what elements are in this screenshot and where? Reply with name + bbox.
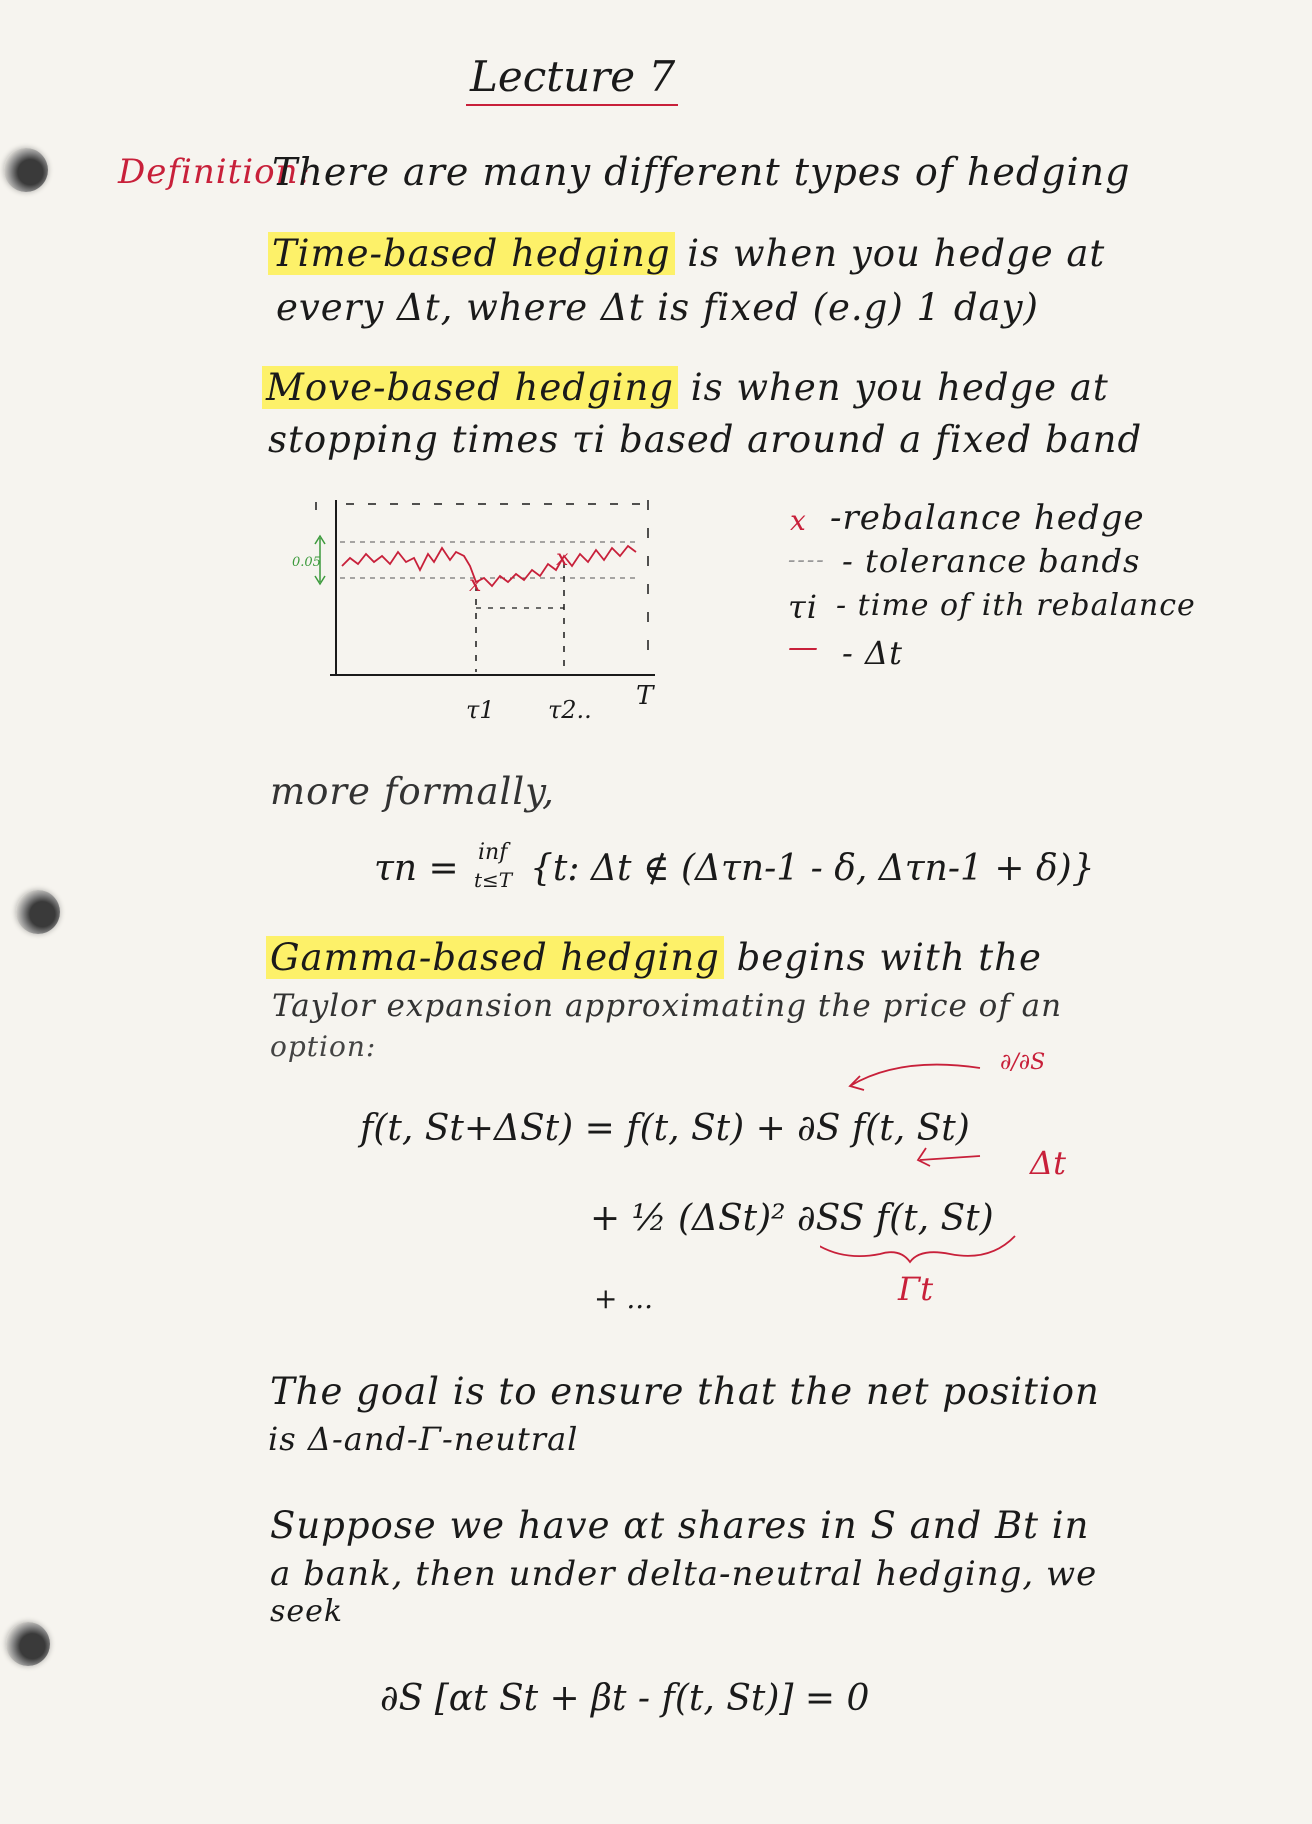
formal-intro: more formally, (270, 770, 555, 813)
time-based-line2: every Δt, where Δt is fixed (e.g) 1 day) (276, 286, 1039, 329)
price-path (342, 546, 636, 586)
move-based-line1 (262, 366, 1109, 409)
time-based-line1-rest: is when you hedge at (687, 232, 1106, 275)
formal-set: {t: Δt ∉ (Δτn-1 - δ, Δτn-1 + δ)} (530, 848, 1095, 889)
legend-symbol-tolerance: ---- (788, 548, 826, 573)
gamma-line1-rest: begins with the (736, 936, 1042, 979)
suppose-line1: Suppose we have αt shares in S and Bt in (270, 1504, 1090, 1547)
partial-annotation: ∂/∂S (1000, 1050, 1046, 1075)
tau2-label: τ2.. (548, 696, 592, 724)
tau1-label: τ1 (466, 696, 495, 724)
formal-lhs: τn = (374, 848, 459, 889)
time-based-term: Time-based hedging (268, 232, 675, 275)
definition-text: There are many different types of hedging (272, 150, 1131, 194)
rebalance-marker-2: x (556, 546, 569, 571)
band-width-label: 0.05 (292, 555, 321, 570)
rebalance-marker-1: x (469, 572, 482, 597)
punch-hole-bottom (6, 1622, 50, 1666)
goal-line2: is Δ-and-Γ-neutral (268, 1420, 579, 1458)
definition-label: Definition: (118, 152, 311, 192)
taylor-line3: + ... (594, 1282, 654, 1315)
gamma-line3: option: (270, 1030, 377, 1063)
delta-arrow-head (918, 1148, 930, 1166)
formal-inf-sub: t≤T (474, 868, 513, 892)
goal-line1: The goal is to ensure that the net position (270, 1370, 1100, 1413)
move-based-line2: stopping times τi based around a fixed band (268, 418, 1143, 461)
page-title: Lecture 7 (470, 52, 676, 101)
punch-hole-middle (16, 890, 60, 934)
legend-text-tau: - time of ith rebalance (836, 588, 1196, 623)
legend-symbol-rebalance: x (790, 504, 807, 537)
gamma-annotation: Γt (898, 1270, 934, 1308)
T-label: T (636, 681, 654, 711)
gamma-line2: Taylor expansion approximating the price of an (272, 988, 1063, 1024)
delta-annotation: Δt (1030, 1144, 1066, 1182)
taylor-line1: f(t, St+ΔSt) = f(t, St) + ∂S f(t, St) (360, 1108, 970, 1149)
legend-text-delta: - Δt (842, 634, 903, 672)
suppose-line3: seek (270, 1594, 344, 1629)
gamma-brace (820, 1236, 1015, 1262)
suppose-line2: a bank, then under delta-neutral hedging, we (270, 1554, 1098, 1594)
partial-arrow (850, 1065, 980, 1086)
legend-symbol-tau: τi (788, 588, 818, 626)
hedging-band-diagram (280, 490, 670, 730)
legend-text-rebalance: -rebalance hedge (830, 498, 1145, 538)
time-based-line1 (268, 232, 1105, 275)
legend-text-tolerance: - tolerance bands (842, 542, 1141, 580)
move-based-line1-rest: is when you hedge at (690, 366, 1109, 409)
taylor-line2: + ½ (ΔSt)² ∂SS f(t, St) (590, 1198, 994, 1239)
gamma-line1 (266, 936, 1042, 979)
gamma-term: Gamma-based hedging (266, 936, 724, 979)
title-underline (466, 104, 678, 106)
move-based-term: Move-based hedging (262, 366, 678, 409)
formal-inf: inf (478, 840, 508, 865)
legend-symbol-delta: — (788, 630, 819, 665)
delta-arrow (920, 1156, 980, 1160)
punch-hole-top (4, 148, 48, 192)
final-equation: ∂S [αt St + βt - f(t, St)] = 0 (380, 1678, 870, 1719)
